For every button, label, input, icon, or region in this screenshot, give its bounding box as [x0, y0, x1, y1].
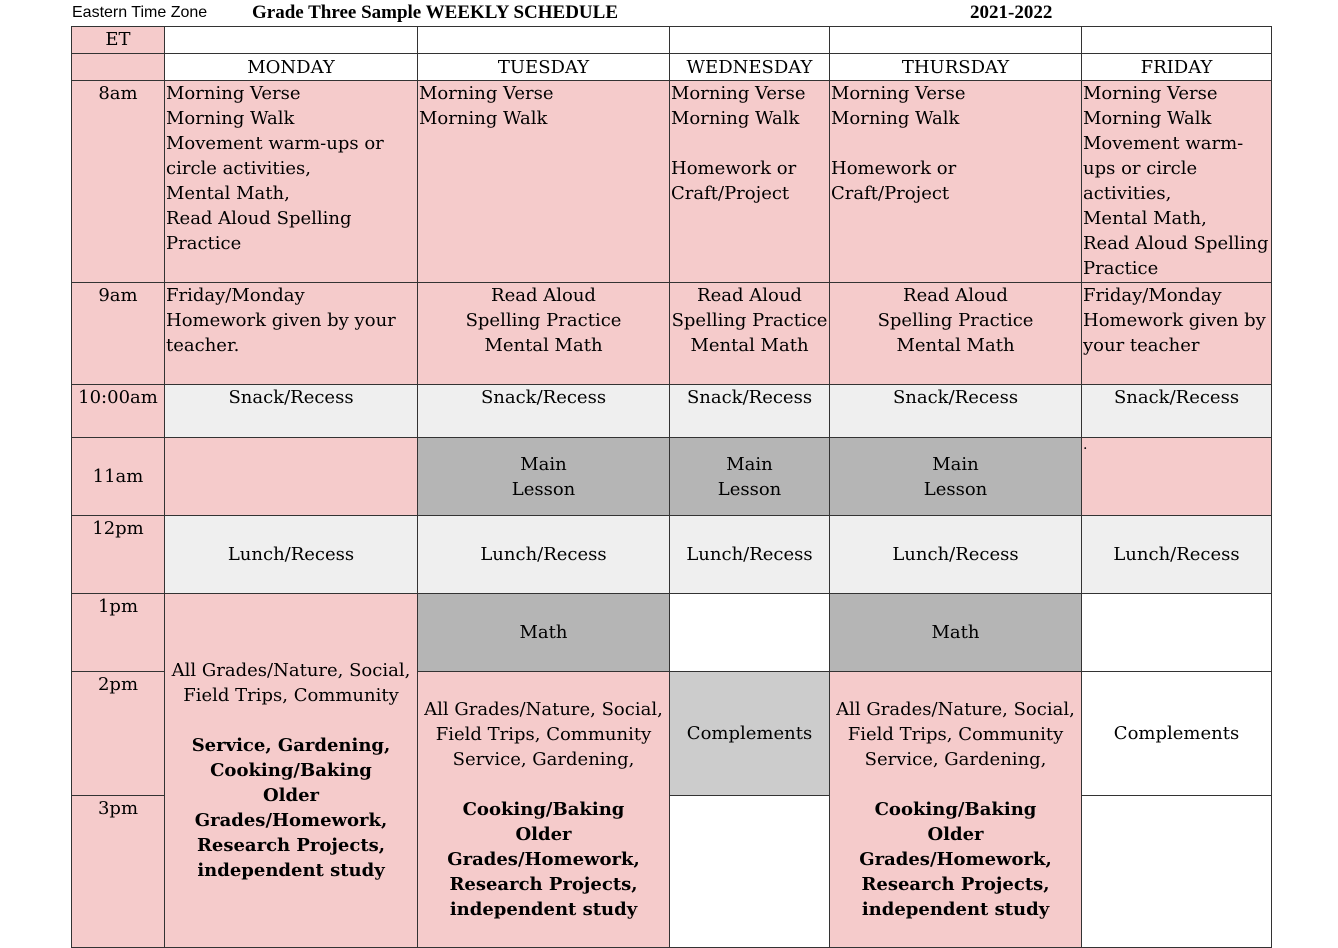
monday-11am-cell — [165, 438, 418, 516]
blank-cell — [1082, 27, 1272, 54]
friday-snack-recess: Snack/Recess — [1082, 385, 1272, 438]
wednesday-complements: Complements — [670, 672, 830, 796]
wednesday-lunch-recess: Lunch/Recess — [670, 516, 830, 594]
wednesday-3pm-empty — [670, 795, 830, 947]
friday-complements: Complements — [1082, 672, 1272, 796]
tuesday-8am-cell: Morning Verse Morning Walk — [418, 81, 670, 283]
day-header-tuesday: TUESDAY — [418, 54, 670, 81]
blank-cell — [418, 27, 670, 54]
tuesday-lunch-recess: Lunch/Recess — [418, 516, 670, 594]
monday-lunch-recess: Lunch/Recess — [165, 516, 418, 594]
monday-snack-recess: Snack/Recess — [165, 385, 418, 438]
thursday-9am-cell: Read Aloud Spelling Practice Mental Math — [830, 283, 1082, 385]
blank-time-header — [72, 54, 165, 81]
time-11am: 11am — [72, 438, 165, 516]
blank-cell — [670, 27, 830, 54]
thursday-snack-recess: Snack/Recess — [830, 385, 1082, 438]
wednesday-9am-cell: Read Aloud Spelling Practice Mental Math — [670, 283, 830, 385]
timezone-label: Eastern Time Zone — [72, 4, 208, 21]
day-header-thursday: THURSDAY — [830, 54, 1082, 81]
time-12pm: 12pm — [72, 516, 165, 594]
time-3pm: 3pm — [72, 795, 165, 947]
time-8am: 8am — [72, 81, 165, 283]
friday-1pm-empty — [1082, 594, 1272, 672]
wednesday-main-lesson: Main Lesson — [670, 438, 830, 516]
friday-9am-cell: Friday/Monday Homework given by your teacher — [1082, 283, 1272, 385]
thursday-8am-cell: Morning Verse Morning Walk Homework or Craft/Project — [830, 81, 1082, 283]
friday-3pm-empty — [1082, 795, 1272, 947]
school-year: 2021-2022 — [970, 2, 1053, 23]
wednesday-snack-recess: Snack/Recess — [670, 385, 830, 438]
tuesday-snack-recess: Snack/Recess — [418, 385, 670, 438]
time-9am: 9am — [72, 283, 165, 385]
thursday-math: Math — [830, 594, 1082, 672]
tuesday-9am-cell: Read Aloud Spelling Practice Mental Math — [418, 283, 670, 385]
tuesday-afternoon-bold: Cooking/Baking Older Grades/Homework, Research Projects, independent study — [447, 799, 640, 920]
weekly-schedule-table — [71, 26, 1272, 948]
tuesday-afternoon-block — [418, 672, 670, 948]
day-header-wednesday: WEDNESDAY — [670, 54, 830, 81]
thursday-afternoon-block — [830, 672, 1082, 948]
tuesday-math: Math — [418, 594, 670, 672]
tuesday-main-lesson: Main Lesson — [418, 438, 670, 516]
monday-afternoon-bold: Service, Gardening, Cooking/Baking Older Grades/Homework, Research Projects, independent study — [191, 735, 391, 881]
corner-label-et: ET — [72, 27, 165, 54]
monday-afternoon-regular: All Grades/Nature, Social, Field Trips, Community — [171, 660, 411, 706]
thursday-lunch-recess: Lunch/Recess — [830, 516, 1082, 594]
wednesday-8am-cell: Morning Verse Morning Walk Homework or Craft/Project — [670, 81, 830, 283]
thursday-main-lesson: Main Lesson — [830, 438, 1082, 516]
schedule-title: Grade Three Sample WEEKLY SCHEDULE — [252, 2, 618, 23]
time-1pm: 1pm — [72, 594, 165, 672]
stray-dot-mark: . — [1083, 437, 1088, 453]
monday-afternoon-block — [165, 594, 418, 948]
friday-8am-cell: Morning Verse Morning Walk Movement warm-ups or circle activities, Mental Math, Read Aloud Spelling Practice — [1082, 81, 1272, 283]
thursday-afternoon-bold: Cooking/Baking Older Grades/Homework, Research Projects, independent study — [859, 799, 1052, 920]
tuesday-afternoon-regular: All Grades/Nature, Social, Field Trips, Community Service, Gardening, — [424, 699, 663, 770]
day-header-friday: FRIDAY — [1082, 54, 1272, 81]
day-header-monday: MONDAY — [165, 54, 418, 81]
time-2pm: 2pm — [72, 672, 165, 796]
thursday-afternoon-regular: All Grades/Nature, Social, Field Trips, Community Service, Gardening, — [836, 699, 1075, 770]
monday-8am-cell: Morning Verse Morning Walk Movement warm-ups or circle activities, Mental Math, Read Aloud Spelling Practice — [165, 81, 418, 283]
wednesday-1pm-empty — [670, 594, 830, 672]
monday-9am-cell: Friday/Monday Homework given by your teacher. — [165, 283, 418, 385]
friday-lunch-recess: Lunch/Recess — [1082, 516, 1272, 594]
blank-cell — [830, 27, 1082, 54]
friday-11am-cell — [1082, 438, 1272, 516]
time-10am: 10:00am — [72, 385, 165, 438]
blank-cell — [165, 27, 418, 54]
